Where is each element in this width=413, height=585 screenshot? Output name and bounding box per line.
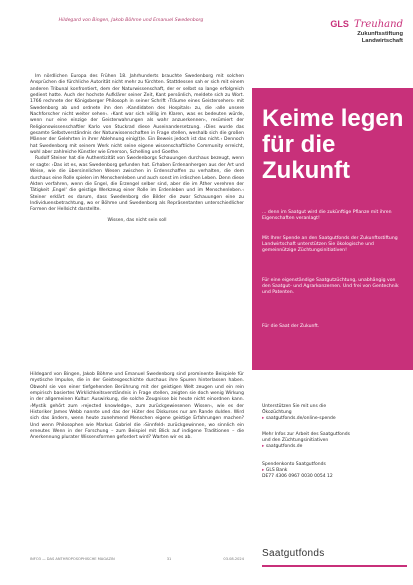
bank-account [262, 462, 402, 480]
article-paragraph: Im nördlichen Europa des Frühen 18. Jahrhunderts brauchte Swedenborg mit solchen Ansprüchen die fürchliche Autorität nicht mehr zu fürchten. Stattdessen sah er sich mit einem anderen Tribunal konfrontiert, dem der Naturwissenschaft, der er selbst so lange erfolgreich gedient hatte. Auch der hochste Aufklärer seiner Zeit, Kant persönlich, meldete sich zu Wort. 1766 rechnete der Königsberger Philosoph in seiner Schrift ›Träume eines Geistersehers‹ mit Swedenborg ab und ordnete ihn den ›Kandidaten des Hospitals‹ zu, die ›alle unsere Nachforscher nicht weiter sehen‹. ›Kant war sich völlig im Klaren, was es bedeuten würde, wenn nur eine einzige der Geisterwahrungen als wahr anzuerkennen‹, resümiert der Religionswissenschaftler Karlo von Stuckrad diese Auseinandersetzung. ›Dies wurde das gesamte Selbstverständnis der Naturwissenschaften in Frage stellen, weshalb sich die großen Männer der Gelehrten in ihrer Ablehnung einig(t)e. Ein Beweis jedoch ist das nicht.‹ Dennoch hat Swedenborg mit seinem Werk nicht seine eigene wissenschaftliche Community erreicht, wohl aber zahlreiche Künstler wie Emerson, Schelling und Goethe. [30, 74, 244, 156]
account-title: Spendenkonto Saatgutfonds [262, 462, 326, 467]
ad-paragraph: Für eine eigenständige Saatgutzüchtung, unabhängig von den Saatgut- und Agrarkonzernen. Und frei von Gentechnik und Patenten. [262, 278, 399, 296]
iban: DE77 4306 0967 0030 0054 12 [262, 474, 333, 480]
ad-paragraph: Mit Ihrer Spende an den Saatgutfonds der Zukunftsstiftung Landwirtschaft unterstützen Sie ökologische und gemeinnützige Züchtungsinitiativen! [262, 236, 398, 254]
more-text-b: und den Züchtungsinitiativen [262, 438, 329, 444]
brand-script: Treuhand [353, 19, 403, 30]
logo-underline [262, 565, 407, 567]
ad-headline: Keime legen für die Zukunft [262, 105, 404, 184]
page-number: 31 [166, 557, 172, 561]
page-footer [30, 557, 244, 561]
article-column-bottom [30, 372, 244, 442]
donate-text-b: Ökozüchtung [262, 410, 292, 416]
image-caption: Hildegard von Bingen, Jakob Böhme und Emanuel Swedenborg [58, 18, 204, 23]
brand-line1: Zukunftsstiftung [357, 31, 403, 37]
ad-paragraph: ... denn im Saatgut wird die zukünftige Pflanze mit ihren Eigenschaften veranlagt! [262, 210, 392, 222]
arrow-icon: ▸ [262, 468, 266, 474]
footer-magazine: INFO3 — DAS ANTHROPOSOPHISCHE MAGAZIN [30, 557, 115, 561]
saatgutfonds-logo: Saatgutfonds [262, 548, 325, 559]
more-text-a: Mehr Infos zur Arbeit des Saatgutfonds [262, 432, 350, 437]
article-paragraph: Hildegard von Bingen, Jakob Böhme und Emanuel Swedenborg sind prominente Beispiele für mystische Impulse, die in der Geistesgeschichte durchaus ihre Spuren hinterlassen haben. Obwohl sie von einer tiefgehenden Berührung mit der geistigen Welt zeugen und ein rein empirisch basiertes Wirklichkeitsverständnis in Frage stellen, zeigten sie doch wenig Wirkung in der allgemeinen Kultur: Auswirkung, die solche Zeugnisse bis heute nicht einordnen kann. ›Mystik gehört zum ›rejected knowledge‹, zum zurückgewiesenen Wissen‹, wie es der Historiker James Webb nannte und das der Hüter des Diskurses nur am Rande dulden. Wird sich das ändern, wenn heute zunehmend Menschen eigene geistige Erfahrungen machen? Und wenn Philosophen wie Markus Gabriel die ›Sinnfeld‹ zurückgewinnen, wo sinnlich ein erneutes Wenn in der Forschung – zum Beispiel mit Blick auf indigene Traditionen – die Anerkennung plurater Wissensformen gefordert wird? Warten wir es ab. [30, 372, 244, 441]
donate-info [262, 404, 402, 422]
article-paragraph: Rudolf Steiner hat die Authentizität von Swedenborgs Schauungen durchaus bezeugt, wenn er sagte: ›Das ist es, was Swedenborg gefunden hat. Erhaben Erdenanhergen aus der Art und Weise, wie die übersinnlichen Wesen zwischen in Erdenschaffen zu verhalten, die dem durchaus eine Rolle spielen im Menschenleben und auch sonst im irdischen Leben. Denn diese Akten verfahren, wenn die Engel, die Erzengel selber sind, aber die im Äther verehren der Tätigkeit ‚Engel‘ die geistige Werkzeug einer Rolle im Erdenleben und im Menschenleben.‹ Steiner erklärt es darum, dass Swedenborg die Bilder die zwar Schauungen eine zu Individuensbetrachtung, wo er Böhme und Swedenborg als Repräsentanten unterschiedlicher Formen der Hellsicht darstellte. [30, 156, 244, 213]
ad-paragraph: Für die Saat der Zukunft. [262, 324, 320, 329]
footer-date: 03.08.2024 [223, 557, 244, 561]
donate-text-a: Unterstützen Sie mit uns die [262, 404, 327, 409]
article-column-top [30, 74, 244, 228]
info-link[interactable]: ▸ saatgutfonds.de [262, 444, 303, 450]
brand-logo [330, 12, 403, 45]
donate-link[interactable]: ▸ saatgutfonds.de/online-spende [262, 416, 336, 422]
brand-gls: GLS [330, 19, 349, 29]
more-info [262, 432, 402, 450]
arrow-icon: ▸ [262, 444, 266, 450]
section-subheading: Wissen, das nicht sein soll [107, 217, 167, 223]
bank-name: ▸ GLS Bank [262, 468, 288, 474]
brand-line2: Landwirtschaft [361, 38, 403, 44]
arrow-icon: ▸ [262, 416, 266, 422]
